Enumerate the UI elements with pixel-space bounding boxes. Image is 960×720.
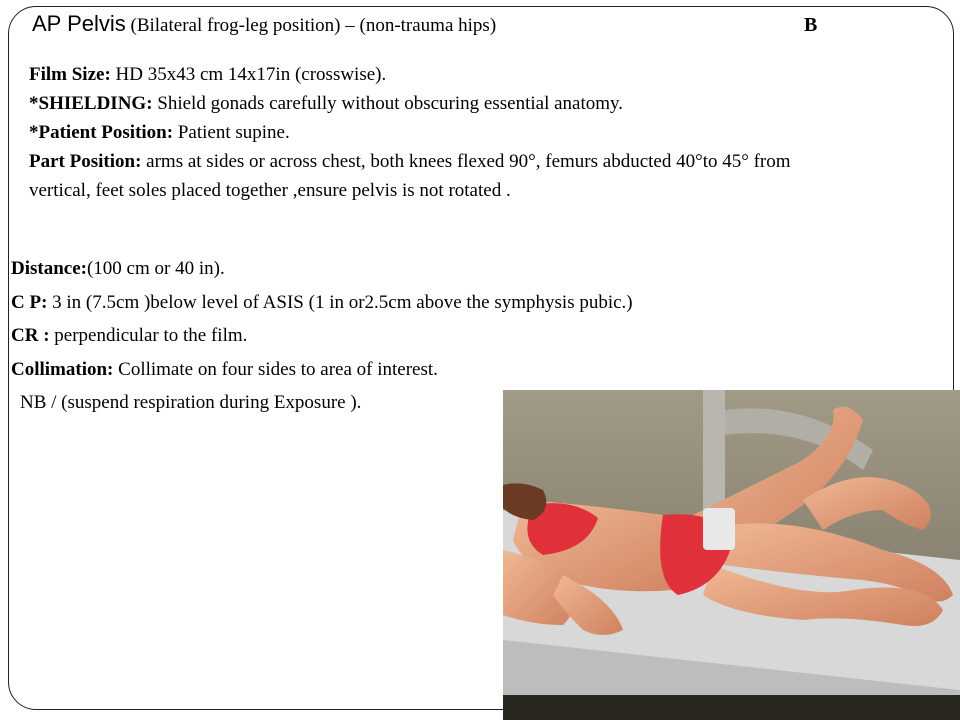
film-size-value: HD 35x43 cm 14x17in (crosswise). [110,64,387,85]
shielding-line [29,89,809,118]
patient-position-line [29,118,809,147]
distance-line [11,252,841,286]
title-subtitle: (Bilateral frog-leg position) – (non-trauma hips) [125,15,497,36]
central-point-value: 3 in (7.5cm )below level of ASIS (1 in or2.5cm above the symphysis pubic.) [47,291,633,313]
part-position-label: Part Position: [29,151,142,172]
collimation-label: Collimation: [11,358,114,380]
patient-position-photo [503,390,960,720]
central-point-line [11,286,841,320]
slide-title [32,8,496,42]
part-position-line [29,147,809,205]
collimation-line [11,353,841,387]
central-point-label: C P: [11,291,48,313]
patient-photo-illustration [503,390,960,720]
upper-instructions [29,60,809,205]
nb-note: NB / (suspend respiration during Exposure ). [20,392,362,413]
patient-position-value: Patient supine. [173,122,290,143]
central-ray-line [11,319,841,353]
part-position-value: arms at sides or across chest, both knees flexed 90°, femurs abducted 40°to 45° from vertical, feet soles placed together ,ensure pelvis is not rotated . [29,151,791,201]
central-ray-value: perpendicular to the film. [49,325,248,346]
distance-label: Distance: [11,258,87,279]
central-ray-label: CR : [11,325,50,346]
shielding-value: Shield gonads carefully without obscuring essential anatomy. [152,93,624,114]
slide-badge: B [804,14,818,36]
distance-value: (100 cm or 40 in). [86,258,225,279]
shielding-label: *SHIELDING: [29,93,153,114]
title-main: AP Pelvis [32,11,126,36]
film-size-line [29,60,809,89]
patient-position-label: *Patient Position: [29,122,174,143]
collimation-value: Collimate on four sides to area of interest. [113,358,438,380]
film-size-label: Film Size: [29,64,111,85]
